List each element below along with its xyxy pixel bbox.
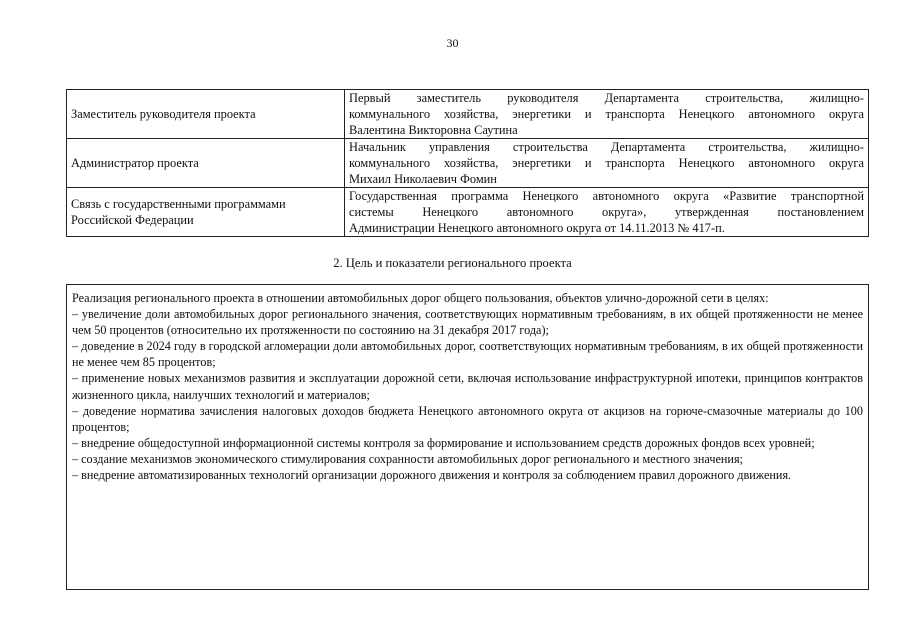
state-programs-value: [345, 188, 869, 237]
label-line: Связь с государственными программами: [71, 197, 286, 211]
goal-text-box: [66, 284, 869, 590]
project-info-table: [66, 89, 869, 237]
administrator-value: [345, 139, 869, 188]
goal-paragraph: – доведение в 2024 году в городской агломерации доли автомобильных дорог, соответствующих нормативным требованиям, в их общей протяженности не менее чем 85 процентов;: [72, 339, 863, 370]
page-number: 30: [446, 36, 459, 50]
table-row-deputy-head: [67, 90, 869, 139]
goal-paragraph: – увеличение доли автомобильных дорог регионального значения, соответствующих нормативным требованиям, в их общей протяженности не менее чем 50 процентов (относительно их протяженности по состоянию на 31 декабря 2017 года);: [72, 307, 863, 338]
value-line: коммунального хозяйства, энергетики и транспорта Ненецкого автономного округа: [349, 107, 864, 121]
goal-paragraph: – применение новых механизмов развития и эксплуатации дорожной сети, включая использование инфраструктурной ипотеки, принципов контрактов жизненного цикла, наилучших технологий и материалов;: [72, 371, 863, 402]
goal-paragraph: – внедрение общедоступной информационной системы контроля за формирование и использованием средств дорожных фондов всех уровней;: [72, 435, 815, 450]
administrator-label: Администратор проекта: [67, 139, 345, 188]
section-title: 2. Цель и показатели регионального проекта: [333, 256, 572, 270]
value-line: Валентина Викторовна Саутина: [349, 123, 518, 137]
deputy-head-value: [345, 90, 869, 139]
table-row-administrator: [67, 139, 869, 188]
value-line: системы Ненецкого автономного округа», утвержденная постановлением: [349, 205, 864, 219]
goal-paragraph: – внедрение автоматизированных технологий организации дорожного движения и контроля за соблюдением правил дорожного движения.: [72, 468, 792, 483]
value-line: Начальник управления строительства Департамента строительства, жилищно-: [349, 140, 864, 154]
state-programs-label: [67, 188, 345, 237]
value-line: Государственная программа Ненецкого автономного округа «Развитие транспортной: [349, 189, 864, 203]
goal-paragraph: Реализация регионального проекта в отношении автомобильных дорог общего пользования, объектов улично-дорожной сети в целях:: [72, 291, 769, 305]
goal-paragraph: – создание механизмов экономического стимулирования сохранности автомобильных дорог регионального и местного значения;: [72, 451, 743, 466]
deputy-head-label: Заместитель руководителя проекта: [67, 90, 345, 139]
label-line: Российской Федерации: [71, 213, 194, 227]
table-row-state-programs: [67, 188, 869, 237]
value-line: Первый заместитель руководителя Департамента строительства, жилищно-: [349, 91, 864, 105]
value-line: Администрации Ненецкого автономного округа от 14.11.2013 № 417-п.: [349, 221, 725, 235]
value-line: Михаил Николаевич Фомин: [349, 172, 497, 186]
value-line: коммунального хозяйства, энергетики и транспорта Ненецкого автономного округа: [349, 156, 864, 170]
goal-paragraph: – доведение норматива зачисления налоговых доходов бюджета Ненецкого автономного округа от акцизов на горюче-смазочные материалы до 100 процентов;: [72, 403, 863, 434]
